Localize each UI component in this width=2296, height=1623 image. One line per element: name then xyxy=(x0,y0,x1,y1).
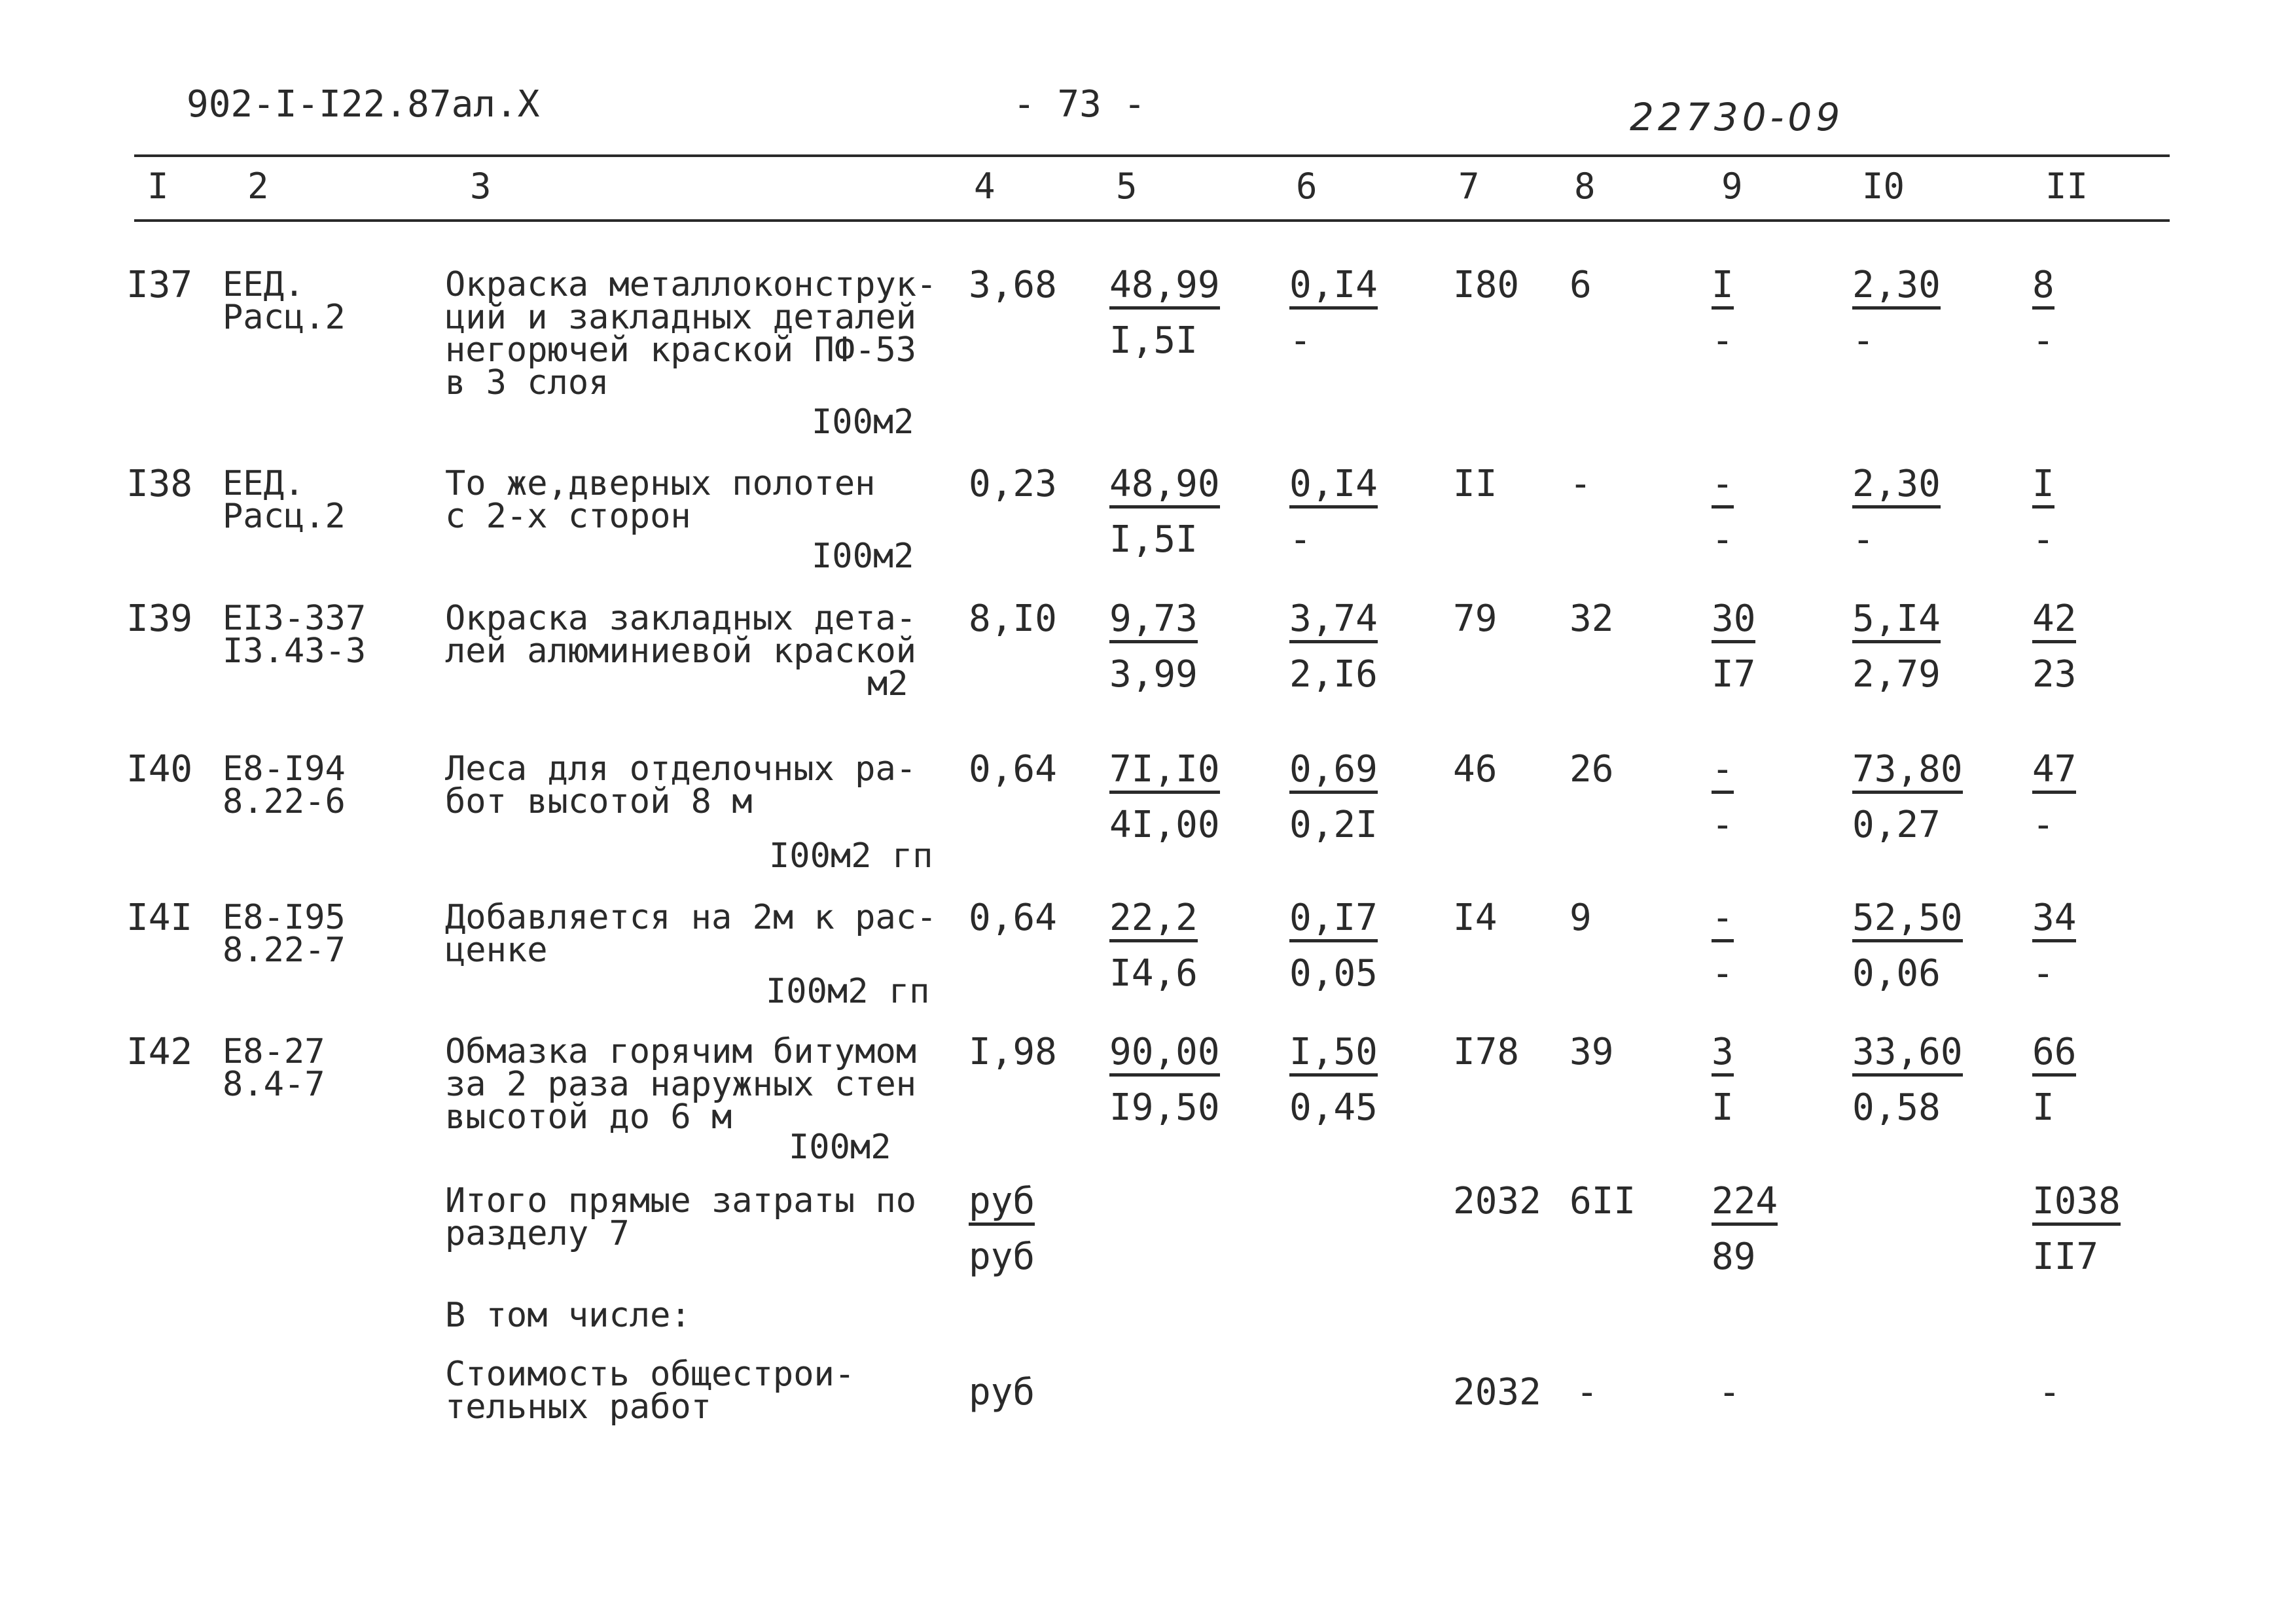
machine-cost xyxy=(1289,463,1378,561)
including-description-line: Стоимость общестрои- xyxy=(445,1355,855,1394)
totals-description-line: разделу 7 xyxy=(445,1214,630,1253)
machine-total-top: - xyxy=(1712,900,1734,942)
labor-unit-bottom: - xyxy=(1852,518,1874,561)
machine-total-bottom: I7 xyxy=(1712,653,1756,696)
labor-unit xyxy=(1852,897,1963,995)
unit-cost-top: 9,73 xyxy=(1109,601,1198,643)
rate-code: E8-I95 xyxy=(223,898,346,937)
unit-cost-top: 7I,I0 xyxy=(1109,751,1220,794)
labor-total xyxy=(2032,264,2054,362)
labor-unit-bottom: - xyxy=(1852,319,1874,362)
column-header-7: 7 xyxy=(1458,166,1480,207)
labor-unit-top: 52,50 xyxy=(1852,900,1963,942)
machine-total-bottom: - xyxy=(1712,319,1734,362)
labor-total xyxy=(2032,597,2077,696)
column-header-8: 8 xyxy=(1574,166,1596,207)
quantity: 3,68 xyxy=(969,264,1057,306)
machine-total-top: I xyxy=(1712,267,1734,310)
totals-machine-top: 224 xyxy=(1712,1183,1778,1226)
labor-total-top: I xyxy=(2032,466,2054,508)
machine-total-top: - xyxy=(1712,466,1734,508)
column-header-10: I0 xyxy=(1862,166,1905,207)
row-number: I40 xyxy=(126,748,193,791)
rate-code: E8-27 xyxy=(223,1032,325,1071)
document-code: 902-I-I22.87ал.X xyxy=(187,83,540,126)
labor-unit-bottom: 0,58 xyxy=(1852,1086,1941,1129)
unit-of-measure: I00м2 xyxy=(812,402,914,442)
work-description-line: ценке xyxy=(445,931,548,970)
work-description-line: Леса для отделочных ра- xyxy=(445,749,917,789)
labor-unit-top: 2,30 xyxy=(1852,466,1941,508)
machine-cost-top: 0,I7 xyxy=(1289,900,1378,942)
quantity: I,98 xyxy=(969,1031,1057,1073)
unit-of-measure: I00м2 гп xyxy=(769,836,933,876)
machine-cost-bottom: 0,2I xyxy=(1289,804,1378,846)
totals-labor xyxy=(2032,1180,2121,1278)
machine-total-top: 3 xyxy=(1712,1034,1734,1077)
machine-cost-bottom: - xyxy=(1289,518,1312,561)
machine-total-bottom: - xyxy=(1712,804,1734,846)
machine-cost-top: I,50 xyxy=(1289,1034,1378,1077)
including-unit: руб xyxy=(969,1371,1035,1414)
rate-code: 8.22-7 xyxy=(223,931,346,970)
wage-cost: 9 xyxy=(1570,897,1592,939)
machine-cost-bottom: 0,05 xyxy=(1289,952,1378,995)
labor-total xyxy=(2032,1031,2077,1129)
quantity: 0,64 xyxy=(969,897,1057,939)
unit-cost-bottom: 3,99 xyxy=(1109,653,1198,696)
machine-cost-top: 0,I4 xyxy=(1289,466,1378,508)
total-cost: 46 xyxy=(1453,748,1498,791)
labor-unit-bottom: 0,06 xyxy=(1852,952,1941,995)
column-header-2: 2 xyxy=(247,166,269,207)
including-label: В том числе: xyxy=(445,1296,691,1335)
unit-cost-bottom: 4I,00 xyxy=(1109,804,1220,846)
labor-unit-top: 73,80 xyxy=(1852,751,1963,794)
including-cost: 2032 xyxy=(1453,1371,1541,1414)
unit-cost xyxy=(1109,264,1220,362)
totals-machine xyxy=(1712,1180,1778,1278)
wage-cost: - xyxy=(1570,463,1592,505)
column-header-11: II xyxy=(2045,166,2089,207)
machine-cost-top: 0,69 xyxy=(1289,751,1378,794)
labor-total-bottom: I xyxy=(2032,1086,2054,1129)
including-labor: - xyxy=(2039,1371,2061,1414)
column-header-4: 4 xyxy=(974,166,996,207)
unit-cost xyxy=(1109,597,1198,696)
rate-code: ЕЕД. xyxy=(223,265,305,304)
row-number: I4I xyxy=(126,897,193,939)
labor-total-top: 42 xyxy=(2032,601,2076,643)
labor-unit xyxy=(1852,463,1941,561)
labor-total xyxy=(2032,897,2077,995)
wage-cost: 32 xyxy=(1570,597,1614,640)
total-cost: II xyxy=(1453,463,1498,505)
header-bottom-rule xyxy=(134,219,2170,222)
unit-of-measure: I00м2 гп xyxy=(766,972,930,1011)
labor-unit-bottom: 2,79 xyxy=(1852,653,1941,696)
unit-cost-top: 48,99 xyxy=(1109,267,1220,310)
work-description-line: бот высотой 8 м xyxy=(445,782,753,821)
unit-cost-bottom: I,5I xyxy=(1109,319,1198,362)
machine-cost-top: 0,I4 xyxy=(1289,267,1378,310)
row-number: I42 xyxy=(126,1031,193,1073)
quantity: 0,64 xyxy=(969,748,1057,791)
column-header-5: 5 xyxy=(1116,166,1138,207)
work-description-line: Окраска металлоконструк- xyxy=(445,265,937,304)
labor-total-bottom: 23 xyxy=(2032,653,2077,696)
work-description-line: негорючей краской ПФ-53 xyxy=(445,330,917,370)
unit-cost-bottom: I,5I xyxy=(1109,518,1198,561)
work-description-line: за 2 раза наружных стен xyxy=(445,1065,917,1104)
labor-total-bottom: - xyxy=(2032,952,2054,995)
unit-cost xyxy=(1109,748,1220,846)
labor-total-bottom: - xyxy=(2032,518,2054,561)
work-description-line: с 2-х сторон xyxy=(445,497,691,536)
work-description-line: в 3 слоя xyxy=(445,363,609,402)
labor-total-top: 66 xyxy=(2032,1034,2076,1077)
work-description-line: Окраска закладных дета- xyxy=(445,599,917,638)
unit-cost-top: 48,90 xyxy=(1109,466,1220,508)
row-number: I38 xyxy=(126,463,193,505)
rate-code: EI3-337 xyxy=(223,599,367,638)
wage-cost: 39 xyxy=(1570,1031,1614,1073)
unit-of-measure: I00м2 xyxy=(789,1128,891,1167)
machine-total xyxy=(1712,748,1734,846)
machine-cost-bottom: 0,45 xyxy=(1289,1086,1378,1129)
including-machine: - xyxy=(1718,1371,1740,1414)
unit-cost xyxy=(1109,463,1220,561)
including-wage: - xyxy=(1576,1371,1598,1414)
column-header-1: I xyxy=(147,166,169,207)
rate-code: Расц.2 xyxy=(223,298,346,337)
totals-machine-bottom: 89 xyxy=(1712,1236,1756,1278)
machine-total xyxy=(1712,463,1734,561)
labor-unit xyxy=(1852,264,1941,362)
total-cost: I4 xyxy=(1453,897,1498,939)
work-description-line: Обмазка горячим битумом xyxy=(445,1032,917,1071)
labor-unit xyxy=(1852,748,1963,846)
totals-unit xyxy=(969,1180,1035,1278)
labor-unit-top: 33,60 xyxy=(1852,1034,1963,1077)
quantity: 8,I0 xyxy=(969,597,1057,640)
rate-code: 8.22-6 xyxy=(223,782,346,821)
unit-cost-bottom: I9,50 xyxy=(1109,1086,1220,1129)
machine-total xyxy=(1712,1031,1734,1129)
including-description-line: тельных работ xyxy=(445,1387,711,1427)
total-cost: I80 xyxy=(1453,264,1520,306)
quantity: 0,23 xyxy=(969,463,1057,505)
machine-total-bottom: I xyxy=(1712,1086,1734,1129)
machine-cost xyxy=(1289,748,1378,846)
wage-cost: 26 xyxy=(1570,748,1614,791)
machine-total-top: 30 xyxy=(1712,601,1755,643)
totals-unit-top: руб xyxy=(969,1183,1035,1226)
totals-labor-top: I038 xyxy=(2032,1183,2121,1226)
labor-total-top: 34 xyxy=(2032,900,2076,942)
totals-labor-bottom: II7 xyxy=(2032,1236,2099,1278)
rate-code: 8.4-7 xyxy=(223,1065,325,1104)
labor-unit-bottom: 0,27 xyxy=(1852,804,1941,846)
totals-description-line: Итого прямые затраты по xyxy=(445,1181,917,1221)
header-top-rule xyxy=(134,154,2170,157)
machine-total xyxy=(1712,264,1734,362)
total-cost: I78 xyxy=(1453,1031,1520,1073)
totals-unit-bottom: руб xyxy=(969,1236,1035,1278)
totals-cost: 2032 xyxy=(1453,1180,1541,1222)
labor-unit xyxy=(1852,1031,1963,1129)
unit-of-measure: м2 xyxy=(867,664,908,704)
machine-cost xyxy=(1289,897,1378,995)
machine-cost xyxy=(1289,264,1378,362)
machine-cost xyxy=(1289,597,1378,696)
rate-code: E8-I94 xyxy=(223,749,346,789)
unit-of-measure: I00м2 xyxy=(812,537,914,576)
labor-unit xyxy=(1852,597,1941,696)
machine-total-bottom: - xyxy=(1712,518,1734,561)
total-cost: 79 xyxy=(1453,597,1498,640)
unit-cost-top: 90,00 xyxy=(1109,1034,1220,1077)
machine-total-top: - xyxy=(1712,751,1734,794)
labor-total xyxy=(2032,748,2077,846)
machine-total xyxy=(1712,597,1756,696)
machine-cost-bottom: - xyxy=(1289,319,1312,362)
rate-code: I3.43-3 xyxy=(223,632,367,671)
wage-cost: 6 xyxy=(1570,264,1592,306)
unit-cost-top: 22,2 xyxy=(1109,900,1198,942)
labor-total-bottom: - xyxy=(2032,804,2054,846)
unit-cost xyxy=(1109,1031,1220,1129)
machine-cost-top: 3,74 xyxy=(1289,601,1378,643)
rate-code: ЕЕД. xyxy=(223,464,305,503)
unit-cost-bottom: I4,6 xyxy=(1109,952,1198,995)
machine-total xyxy=(1712,897,1734,995)
work-description-line: лей алюминиевой краской xyxy=(445,632,917,671)
work-description-line: Добавляется на 2м к рас- xyxy=(445,898,937,937)
page-number: - 73 - xyxy=(1013,83,1146,126)
column-header-3: 3 xyxy=(470,166,492,207)
labor-total-top: 8 xyxy=(2032,267,2054,310)
machine-cost-bottom: 2,I6 xyxy=(1289,653,1378,696)
row-number: I37 xyxy=(126,264,193,306)
labor-unit-top: 5,I4 xyxy=(1852,601,1941,643)
column-header-6: 6 xyxy=(1296,166,1318,207)
rate-code: Расц.2 xyxy=(223,497,346,536)
handwritten-code: 22730-09 xyxy=(1630,95,1844,139)
labor-total xyxy=(2032,463,2054,561)
work-description-line: То же,дверных полотен xyxy=(445,464,876,503)
work-description-line: ций и закладных деталей xyxy=(445,298,917,337)
column-header-9: 9 xyxy=(1721,166,1743,207)
labor-unit-top: 2,30 xyxy=(1852,267,1941,310)
labor-total-top: 47 xyxy=(2032,751,2076,794)
machine-cost xyxy=(1289,1031,1378,1129)
unit-cost xyxy=(1109,897,1198,995)
totals-wage: 6II xyxy=(1570,1180,1636,1222)
row-number: I39 xyxy=(126,597,193,640)
work-description-line: высотой до 6 м xyxy=(445,1097,732,1137)
labor-total-bottom: - xyxy=(2032,319,2054,362)
machine-total-bottom: - xyxy=(1712,952,1734,995)
